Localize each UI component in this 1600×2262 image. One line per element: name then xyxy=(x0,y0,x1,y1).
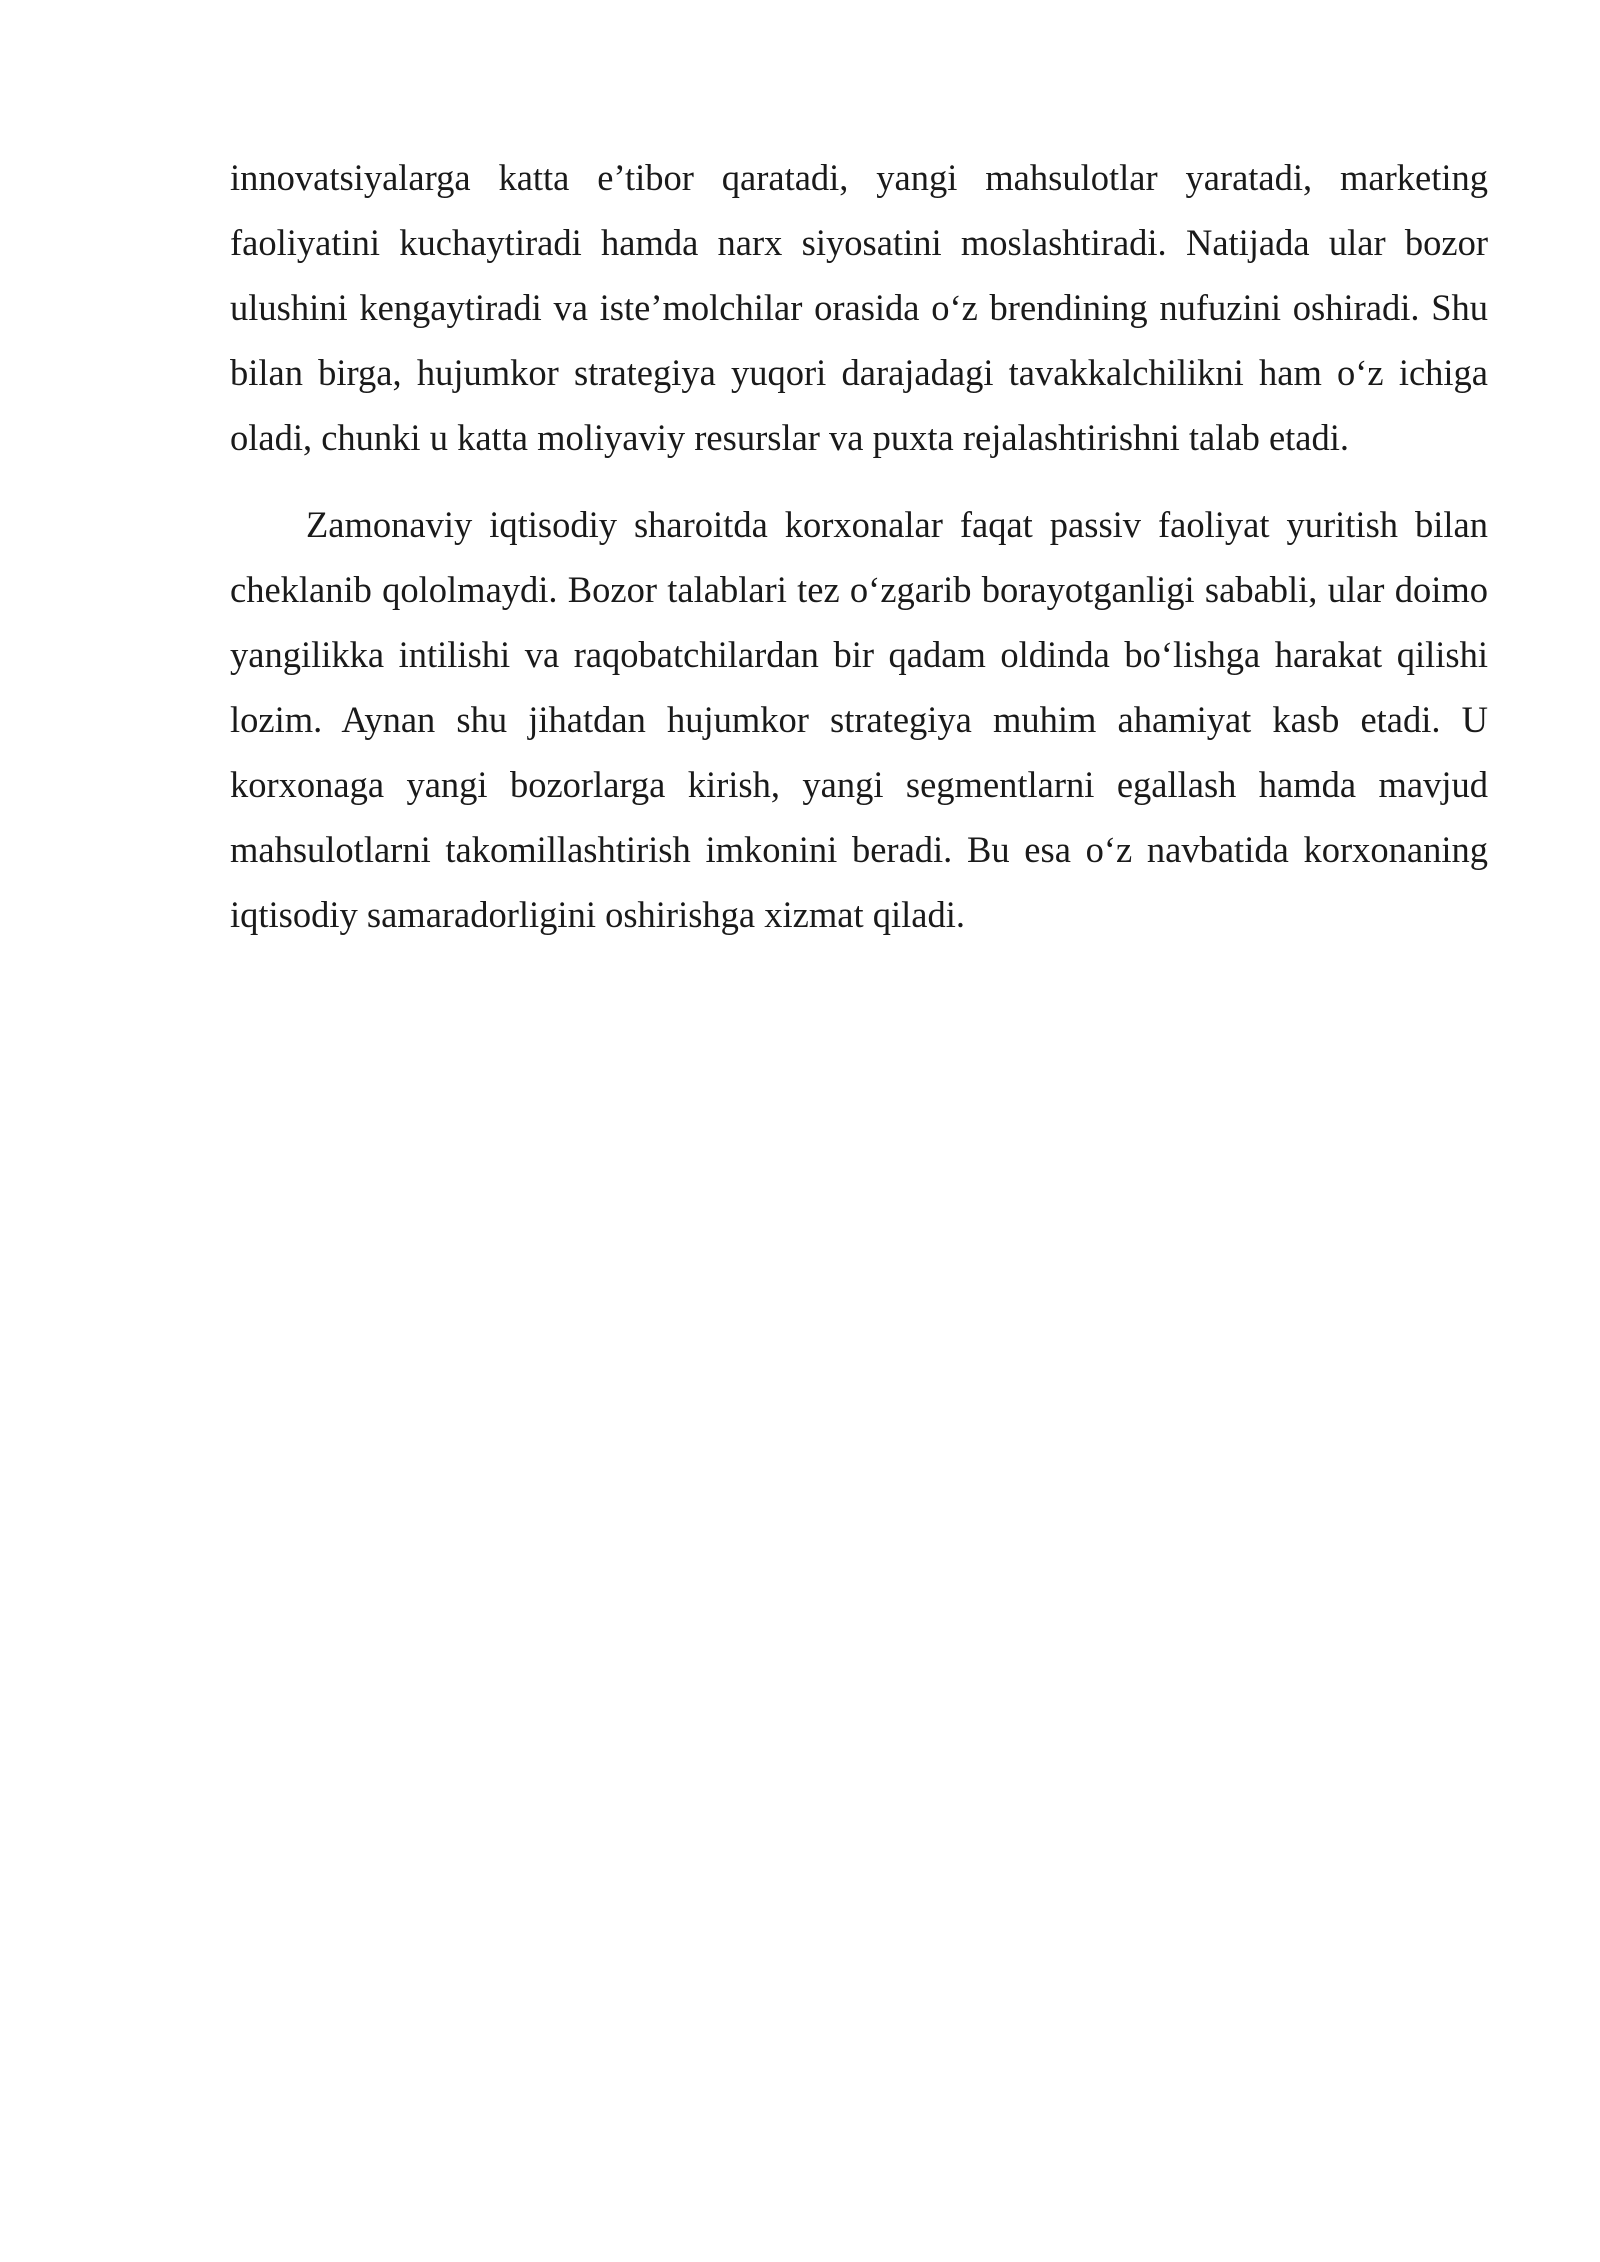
paragraph-continuation: innovatsiyalarga katta e’tibor qaratadi, yangi mahsulotlar yaratadi, marketing faoliyatini kuchaytiradi hamda narx siyosatini moslashtiradi. Natijada ular bozor ulushini kengaytiradi va iste’molchilar orasida o‘z brendining nufuzini oshiradi. Shu bilan birga, hujumkor strategiya yuqori darajadagi tavakkalchilikni ham o‘z ichiga oladi, chunki u katta moliyaviy resurslar va puxta rejalashtirishni talab etadi. xyxy=(230,157,1488,458)
paragraph: Zamonaviy iqtisodiy sharoitda korxonalar faqat passiv faoliyat yuritish bilan cheklanib qololmaydi. Bozor talablari tez o‘zgarib borayotganligi sababli, ular doimo yangilikka intilishi va raqobatchilardan bir qadam oldinda bo‘lishga harakat qilishi lozim. Aynan shu jihatdan hujumkor strategiya muhim ahamiyat kasb etadi. U korxonaga yangi bozorlarga kirish, yangi segmentlarni egallash hamda mavjud mahsulotlarni takomillashtirish imkonini beradi. Bu esa o‘z navbatida korxonaning iqtisodiy samaradorligini oshirishga xizmat qiladi. xyxy=(230,504,1488,935)
document-body xyxy=(230,145,1488,947)
